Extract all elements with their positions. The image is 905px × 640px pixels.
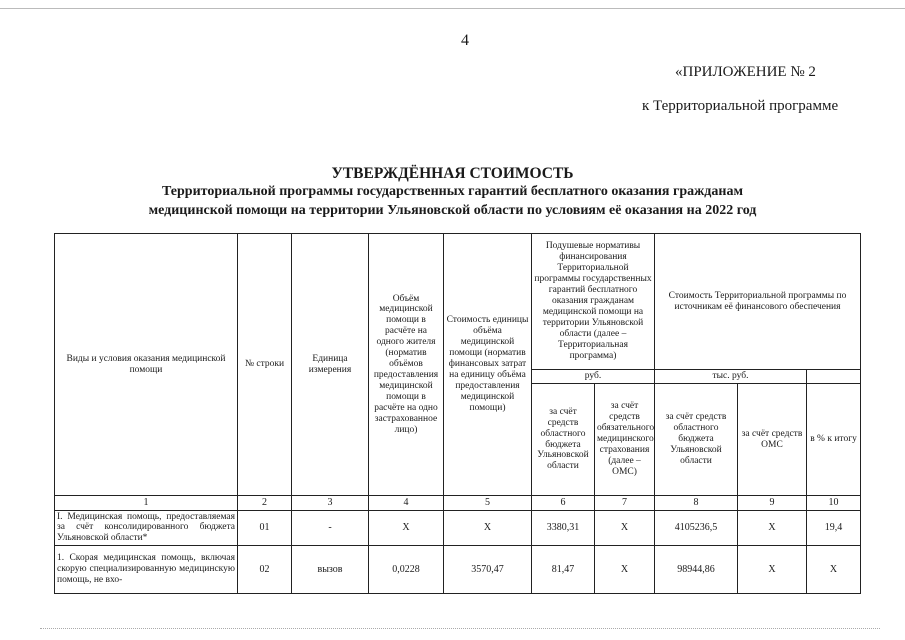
column-number: 3 — [292, 496, 369, 511]
header-percent: в % к итогу — [807, 384, 861, 496]
row-total-oms: X — [738, 510, 807, 546]
column-number: 4 — [369, 496, 444, 511]
header-line-no: № строки — [238, 234, 292, 496]
header-total-oms: за счёт средств ОМС — [738, 384, 807, 496]
row-per-capita-budget: 3380,31 — [532, 510, 595, 546]
document-subtitle-line2: медицинской помощи на территории Ульяновской области по условиям её оказания на 2022 год — [148, 203, 757, 218]
row-unit: вызов — [292, 546, 369, 594]
header-thousand-rub-unit: тыс. руб. — [655, 370, 807, 384]
row-total-oms: X — [738, 546, 807, 594]
column-number: 7 — [595, 496, 655, 511]
header-total-cost-group: Стоимость Территориальной программы по источникам её финансового обеспечения — [655, 234, 861, 370]
header-per-capita-oms: за счёт средств обязательного медицинского страхования (далее – ОМС) — [595, 384, 655, 496]
column-number: 8 — [655, 496, 738, 511]
bottom-scan-edge — [40, 628, 880, 629]
header-unit-cost: Стоимость единицы объёма медицинской помощи (норматив финансовых затрат на единицу объёма предоставления медицинской помощи) — [444, 234, 532, 496]
annex-subtitle: к Территориальной программе — [642, 98, 839, 114]
row-cost: X — [444, 510, 532, 546]
column-number: 10 — [807, 496, 861, 511]
header-rub-unit: руб. — [532, 370, 655, 384]
page-number: 4 — [461, 32, 469, 49]
column-number: 2 — [238, 496, 292, 511]
row-volume: 0,0228 — [369, 546, 444, 594]
header-per-capita-group: Подушевые нормативы финансирования Территориальной программы государственных гарантий бесплатного оказания гражданам медицинской помощи на территории Ульяновской области (далее – Территориальная программа) — [532, 234, 655, 370]
document-subtitle-line1: Территориальной программы государственных гарантий бесплатного оказания гражданам — [162, 184, 743, 199]
column-number: 6 — [532, 496, 595, 511]
row-line: 01 — [238, 510, 292, 546]
row-cost: 3570,47 — [444, 546, 532, 594]
row-per-capita-oms: X — [595, 510, 655, 546]
row-per-capita-oms: X — [595, 546, 655, 594]
document-title: УТВЕРЖДЁННАЯ СТОИМОСТЬ — [331, 165, 574, 182]
row-name: 1. Скорая медицинская помощь, включая скорую специализированную медицинскую помощь, не вхо- — [55, 546, 238, 594]
row-unit: - — [292, 510, 369, 546]
row-per-capita-budget: 81,47 — [532, 546, 595, 594]
annex-title: «ПРИЛОЖЕНИЕ № 2 — [675, 64, 816, 80]
header-kinds: Виды и условия оказания медицинской помощи — [55, 234, 238, 496]
header-total-budget: за счёт средств областного бюджета Ульяновской области — [655, 384, 738, 496]
row-total-budget: 98944,86 — [655, 546, 738, 594]
table-row — [55, 546, 861, 594]
row-line: 02 — [238, 546, 292, 594]
header-volume: Объём медицинской помощи в расчёте на одного жителя (норматив объёмов предоставления медицинской помощи в расчёте на одно застрахованное лицо) — [369, 234, 444, 496]
top-border-line — [0, 8, 905, 9]
column-number: 5 — [444, 496, 532, 511]
row-total-budget: 4105236,5 — [655, 510, 738, 546]
header-unit: Единица измерения — [292, 234, 369, 496]
column-number: 9 — [738, 496, 807, 511]
header-per-capita-budget: за счёт средств областного бюджета Ульяновской области — [532, 384, 595, 496]
row-name: I. Медицинская помощь, предоставляемая за счёт консолидированного бюджета Ульяновской области* — [55, 510, 238, 546]
row-percent: 19,4 — [807, 510, 861, 546]
row-volume: X — [369, 510, 444, 546]
row-percent: X — [807, 546, 861, 594]
header-unit-blank — [807, 370, 861, 384]
cost-table — [54, 233, 861, 594]
column-number: 1 — [55, 496, 238, 511]
table-row — [55, 510, 861, 546]
